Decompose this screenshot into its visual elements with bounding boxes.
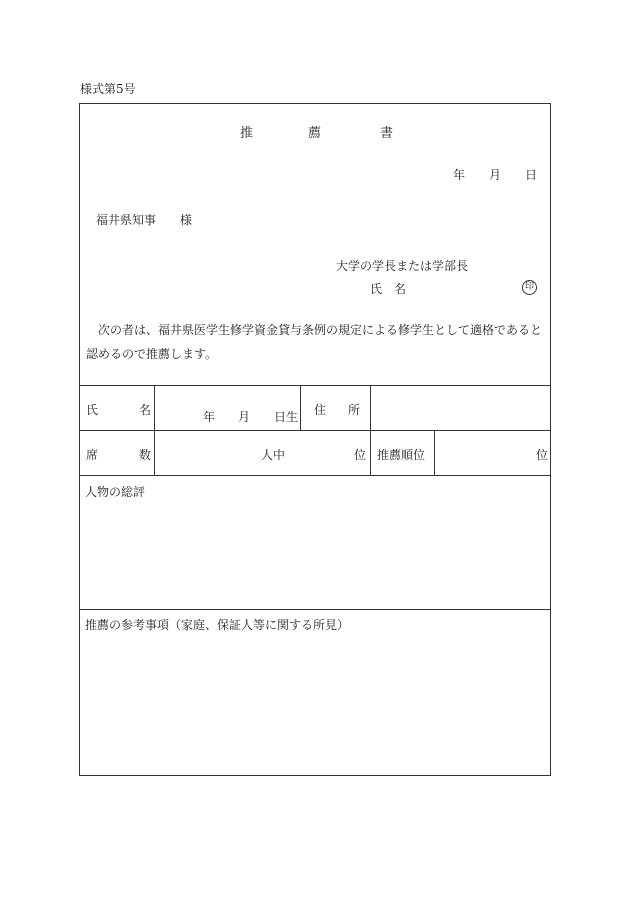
title-char-3: 書 [380,126,394,141]
row-divider [80,475,550,476]
address-label-1: 住 [314,403,327,417]
recommendation-statement: 次の者は、福井県医学生修学資金貸与条例の規定による修学生として適格であると認めるので推薦します。 [86,323,543,361]
date-day: 日 [525,168,538,182]
recommender-position: 大学の学長または学部長 [336,259,469,273]
evaluation-label: 人物の総評 [85,485,146,499]
address-label-2: 所 [348,403,361,417]
birth-year: 年 [203,410,216,424]
column-divider [300,385,301,430]
birth-month: 月 [238,410,251,424]
column-divider [154,385,155,475]
people-in-label: 人中 [261,448,286,462]
date-year: 年 [453,168,466,182]
name-label-2: 名 [139,403,152,417]
row-divider [80,609,550,610]
title-char-2: 薦 [308,126,322,141]
date-month: 月 [489,168,502,182]
name-label-1: 氏 [86,403,99,417]
title-char-1: 推 [240,126,254,141]
rank-label-2: 数 [139,448,152,462]
reference-label: 推薦の参考事項（家庭、保証人等に関する所見） [85,618,350,632]
seal-mark: 印 [522,280,537,295]
rank-unit: 位 [354,448,367,462]
recommendation-order-unit: 位 [536,448,549,462]
row-divider [80,385,550,386]
row-divider [80,430,550,431]
recommendation-form [79,103,551,776]
column-divider [370,385,371,475]
form-number: 様式第5号 [80,82,136,96]
column-divider [434,430,435,475]
birth-day: 日生 [274,410,299,424]
rank-label-1: 席 [86,448,99,462]
addressee: 福井県知事 様 [96,213,193,227]
recommendation-order-label: 推薦順位 [377,448,426,462]
recommender-name-label: 氏 名 [370,282,407,296]
